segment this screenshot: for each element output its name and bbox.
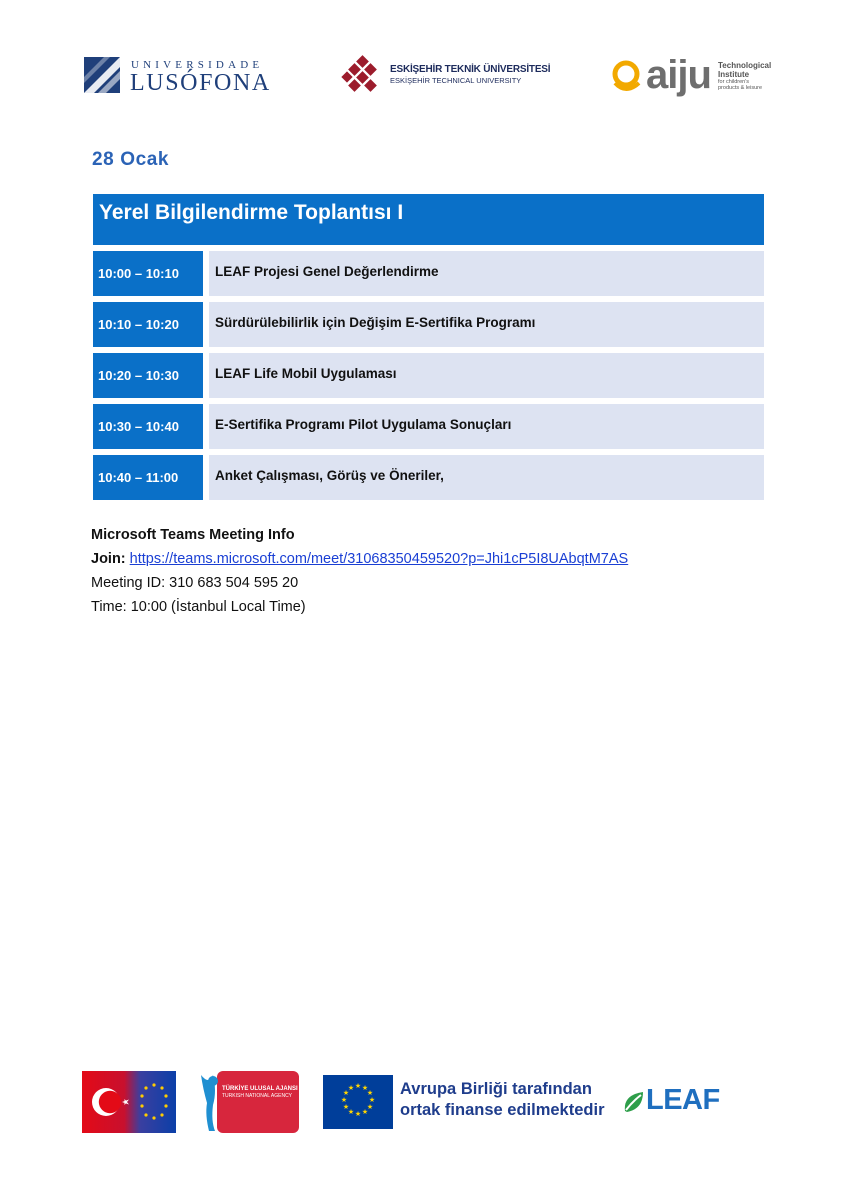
event-date: 28 Ocak bbox=[92, 149, 170, 170]
agenda-time-cell: 10:30 – 10:40 bbox=[93, 404, 203, 449]
turkish-national-agency-logo bbox=[199, 1071, 299, 1133]
agenda-topic-cell: Anket Çalışması, Görüş ve Öneriler, bbox=[209, 455, 764, 500]
agency-name-en: TURKISH NATIONAL AGENCY bbox=[222, 1093, 293, 1099]
svg-text:★: ★ bbox=[342, 1089, 350, 1097]
lusofona-logo-top-text: UNIVERSIDADE bbox=[131, 59, 264, 71]
aiju-smiley-icon bbox=[609, 59, 645, 93]
turkey-eu-flag-logo bbox=[82, 1071, 176, 1133]
svg-text:★: ★ bbox=[368, 1096, 376, 1104]
agenda-topic-cell: E-Sertifika Programı Pilot Uygulama Sonuçları bbox=[209, 404, 764, 449]
aiju-subtitle-3: for children's bbox=[718, 79, 750, 85]
meeting-time: Time: 10:00 (İstanbul Local Time) bbox=[91, 599, 306, 615]
eskisehir-technical-university-logo-mark bbox=[341, 55, 383, 97]
agency-name-tr: TÜRKİYE ULUSAL AJANSI bbox=[222, 1086, 298, 1092]
svg-text:★: ★ bbox=[366, 1103, 374, 1111]
agenda-time-cell: 10:20 – 10:30 bbox=[93, 353, 203, 398]
eu-flag-icon bbox=[323, 1075, 393, 1129]
meeting-id: Meeting ID: 310 683 504 595 20 bbox=[91, 575, 299, 591]
aiju-subtitle-4: products & leisure bbox=[718, 85, 763, 91]
eu-funding-text-line2: ortak finanse edilmektedir bbox=[400, 1101, 605, 1119]
agenda-topic-cell: Sürdürülebilirlik için Değişim E-Sertifika Programı bbox=[209, 302, 764, 347]
aiju-logo-text: aiju bbox=[646, 53, 711, 97]
leaf-logo-icon bbox=[621, 1089, 647, 1115]
svg-text:★: ★ bbox=[347, 1084, 355, 1092]
meeting-join-line bbox=[91, 547, 628, 571]
svg-text:★: ★ bbox=[361, 1108, 369, 1116]
universidade-lusofona-logo-mark bbox=[84, 57, 120, 93]
meeting-info-heading: Microsoft Teams Meeting Info bbox=[91, 527, 295, 543]
aiju-subtitle-1: Technological bbox=[718, 61, 772, 70]
agenda-topic-cell: LEAF Projesi Genel Değerlendirme bbox=[209, 251, 764, 296]
etu-logo-name-en: ESKİŞEHİR TECHNICAL UNIVERSITY bbox=[390, 76, 522, 85]
lusofona-logo-main-text: LUSÓFONA bbox=[130, 70, 271, 96]
aiju-subtitle-2: Institute bbox=[718, 70, 750, 79]
svg-text:★: ★ bbox=[366, 1089, 374, 1097]
agenda-time-cell: 10:10 – 10:20 bbox=[93, 302, 203, 347]
teams-meeting-link[interactable]: https://teams.microsoft.com/meet/31068350459520?p=Jhi1cP5I8UAbqtM7AS bbox=[129, 551, 629, 567]
eu-funding-text-line1: Avrupa Birliği tarafından bbox=[400, 1080, 592, 1098]
etu-logo-name-tr: ESKİŞEHİR TEKNİK ÜNİVERSİTESİ bbox=[390, 64, 551, 75]
svg-text:★: ★ bbox=[354, 1082, 362, 1090]
svg-text:★: ★ bbox=[354, 1110, 362, 1118]
join-label: Join: bbox=[91, 551, 126, 567]
leaf-logo-text: LEAF bbox=[646, 1084, 720, 1116]
agenda-time-cell: 10:40 – 11:00 bbox=[93, 455, 203, 500]
agenda-time-cell: 10:00 – 10:10 bbox=[93, 251, 203, 296]
svg-text:★: ★ bbox=[361, 1084, 369, 1092]
agenda-topic-cell: LEAF Life Mobil Uygulaması bbox=[209, 353, 764, 398]
svg-text:★: ★ bbox=[342, 1103, 350, 1111]
agenda-title: Yerel Bilgilendirme Toplantısı I bbox=[93, 194, 764, 245]
svg-text:★: ★ bbox=[340, 1096, 348, 1104]
svg-text:★: ★ bbox=[347, 1108, 355, 1116]
